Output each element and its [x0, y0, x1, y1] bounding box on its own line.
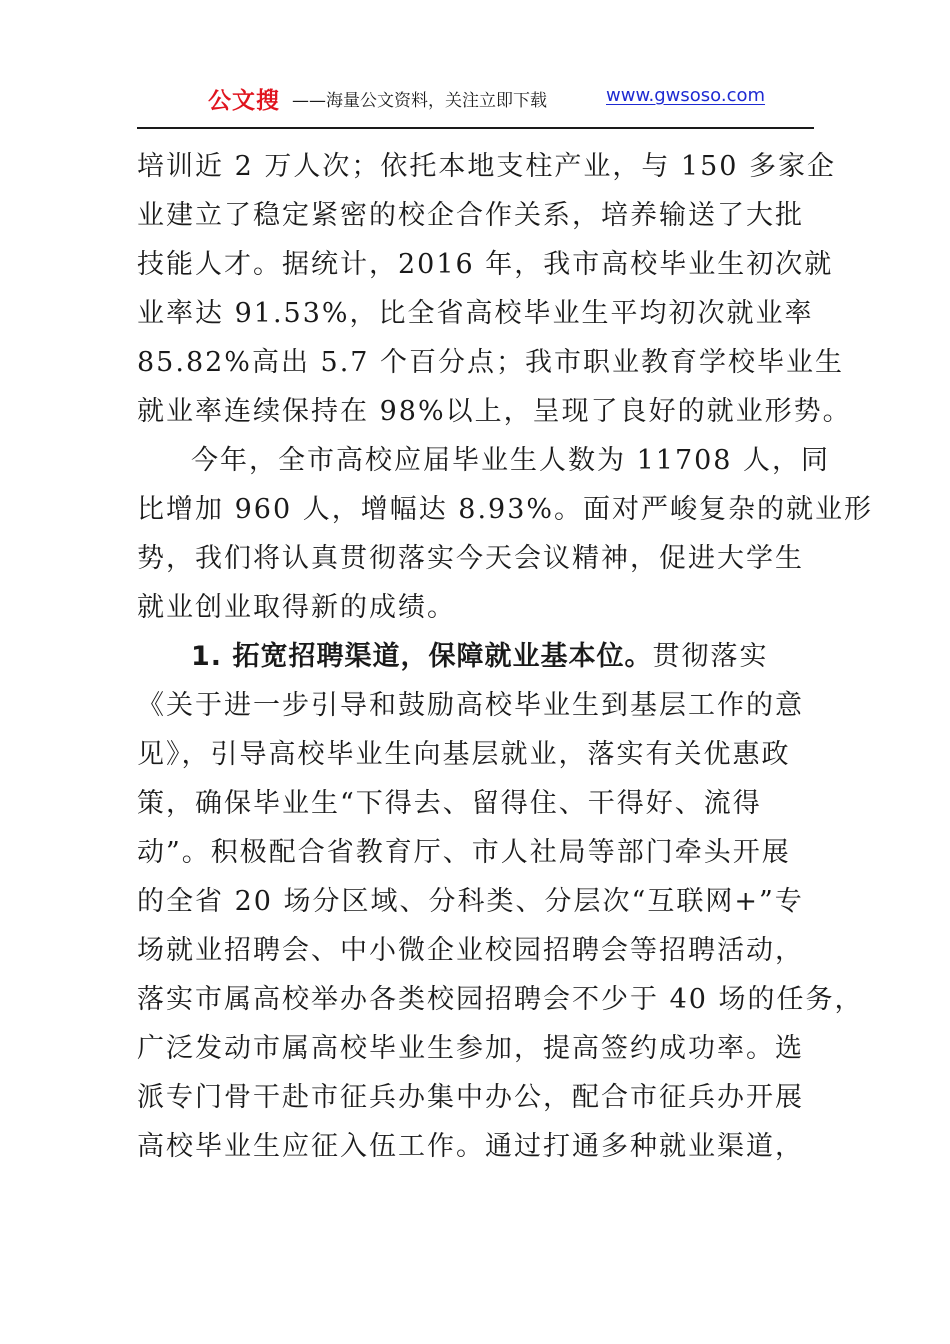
section-heading: 1. 拓宽招聘渠道，保障就业基本位。 — [191, 641, 653, 672]
body-line: 动”。积极配合省教育厅、市人社局等部门牵头开展 — [137, 837, 791, 868]
body-line: 技能人才。据统计，2016 年，我市高校毕业生初次就 — [137, 249, 834, 280]
body-line: 85.82%高出 5.7 个百分点；我市职业教育学校毕业生 — [137, 347, 845, 378]
body-line: 的全省 20 场分区域、分科类、分层次“互联网+”专 — [137, 886, 804, 917]
header-slogan: ——海量公文资料，关注立即下载 — [292, 91, 547, 111]
header-divider — [137, 127, 814, 129]
brand-logo[interactable]: 公文搜 — [208, 88, 280, 114]
body-line: 业率达 91.53%，比全省高校毕业生平均初次就业率 — [137, 298, 814, 329]
section-heading-line — [137, 632, 827, 681]
body-line: 见》，引导高校毕业生向基层就业，落实有关优惠政 — [137, 739, 791, 770]
body-line: 策，确保毕业生“下得去、留得住、干得好、流得 — [137, 788, 762, 819]
site-url-link[interactable]: www.gwsoso.com — [606, 85, 766, 106]
page-header — [137, 80, 813, 114]
section-heading-rest: 贯彻落实 — [652, 641, 769, 672]
body-line: 培训近 2 万人次；依托本地支柱产业，与 150 多家企 — [137, 151, 837, 182]
paragraph-start-line: 今年，全市高校应届毕业生人数为 11708 人，同 — [191, 445, 831, 476]
body-line: 高校毕业生应征入伍工作。通过打通多种就业渠道， — [137, 1131, 804, 1162]
body-line: 就业率连续保持在 98%以上，呈现了良好的就业形势。 — [137, 396, 852, 427]
body-line: 派专门骨干赴市征兵办集中办公，配合市征兵办开展 — [137, 1082, 804, 1113]
document-body — [137, 142, 874, 1171]
body-line: 场就业招聘会、中小微企业校园招聘会等招聘活动， — [137, 935, 804, 966]
body-line: 落实市属高校举办各类校园招聘会不少于 40 场的任务， — [137, 984, 864, 1015]
body-line: 《关于进一步引导和鼓励高校毕业生到基层工作的意 — [137, 690, 804, 721]
body-line: 就业创业取得新的成绩。 — [137, 592, 456, 623]
body-line: 势，我们将认真贯彻落实今天会议精神，促进大学生 — [137, 543, 804, 574]
body-line: 业建立了稳定紧密的校企合作关系，培养输送了大批 — [137, 200, 804, 231]
body-line: 比增加 960 人，增幅达 8.93%。面对严峻复杂的就业形 — [137, 494, 874, 525]
body-line: 广泛发动市属高校毕业生参加，提高签约成功率。选 — [137, 1033, 804, 1064]
